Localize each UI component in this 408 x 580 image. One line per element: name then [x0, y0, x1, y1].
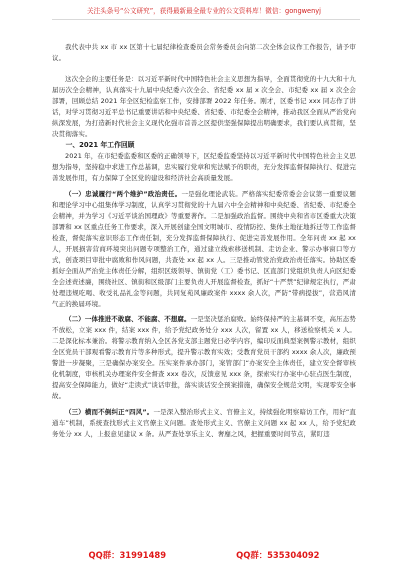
item-text: 一是坚决惩治腐败。始终保持严的主基调不变，高压态势不放松，立案 xxx 件，结案 xxx 件，给予党纪政务处分 xxx 人次，留置 xx 人，移送检察机关 x 人。二是深化标本兼治。将警示教育纳入全区各党支部主题党日必学内容，编印反面典型案例警示教材，组织全区党员干部观看警示教育片等多种形式，提升警示教育实效；受教育党员干部约 xxxx 余人次，廉政预警进一步凝聚，三是确保办案安全。压实案件承办部门，案管部门“办案安全主体责任，建立安全督审核化机制度，审核机关办理案件安全督查 xxx 卷次，反馈意见 xxx 条，探索实行办案中心驻点医生制度，提高安全保障能力，做好“走读式”谈话审批，落实谈话安全预案措施，确保安全规范文明，实现零安全事故。: [52, 315, 357, 401]
banner-notice: 关注头条号“公文研究”，获得最新最全最专业的公文资料库！微信：gongwenyj: [87, 7, 321, 15]
item-paragraph-3: [52, 407, 356, 440]
item-text: 一是强化理论武装。严格落实纪委常委会会议第一重要议题和理论学习中心组集体学习制度，认真学习贯彻党的十九届六中全会精神和中央纪委、省纪委、市纪委全会精神，并为学习《习近平谈治国理政》等重要著作。二是加强政治监督。围绕中央和省市区委重大决策部署和 xx 区重点任务工作要求，深入开展创建全国文明城市、疫情防控、集体土地征地拆迁等工作监督检查，督促落实意识形态工作责任制，充分发挥监督保障执行、促进完善发展作用。全年问责 xx 起 xx 人，开展损害营商环境突出问题专项整治工作，通过建立线索移送机制、走访企业、警示办事窗口等方式，创查项目审批中腐败和作风问题，共查处 xx 起 xx 人。三是推动管党治党政治责任落实。协助区委抓好全面从严治党主体责任分解，组织区级领导、镇街党（工）委书记、区直部门党组织负责人向区纪委全会述责述廉，围绕社区、镇街和区级部门主要负责人开展监督检查，抓好“十严禁”纪律规定执行，严肃处理违规吃喝、收受礼品礼金等问题，共同复苑风廉政案件 xxxx 余人次，严防“带病提拔”，营造风清气正的换届环境。: [52, 189, 356, 308]
item-lead: （三）横而不倒纠正“四风”。: [65, 408, 154, 417]
item-lead: （一）忠诚履行“两个维护”政治责任。: [65, 189, 182, 198]
section-heading: 一、2021 年工作回顾: [65, 141, 135, 150]
qq-group-2: QQ群：535304092: [236, 550, 320, 560]
qq-group-1: QQ群：31991489: [88, 550, 167, 560]
footer-contacts: [0, 549, 408, 561]
summary-paragraph: 2021 年，在市纪委监委和区委的正确领导下，区纪委监委坚持以习近平新时代中国特色社会主义思想为指导，坚持稳中求进工作总基调，忠实履行党章和宪法赋予的职责，充分发挥监督保障执行、促进完善发展作用，有力保障了全区党的建设和经济社会高质量发展。: [52, 152, 356, 183]
item-text: 一是深入整治形式主义、官僚主义，持续强化明察暗访工作，用好“直通车”机制，系统查找形式主义官僚主义问题。查处形式主义、官僚主义问题 xx 起 xx 人，给予党纪政务处分 xx 人，上报意见建议 x 条。从严查处享乐主义、奢靡之风，把握重要时间节点，紧盯违: [52, 408, 356, 438]
item-lead: （二）一体推进不敢腐、不能腐、不想腐。: [65, 315, 191, 324]
intro-paragraph-1: 我代表中共 xx 市 xx 区第十七届纪律检查委员会常务委员会向第二次全体会议作工作报告，请予审议。: [52, 43, 356, 62]
intro-paragraph-2: 这次全会的主要任务是：以习近平新时代中国特色社会主义思想为指导，全面贯彻党的十九大和十九届历次全会精神，认真落实十九届中央纪委六次全会、省纪委 xx 届 x 次全会、市纪委 xx 届 x 次全会部署，回顾总结 2021 年全区纪检监察工作，安排部署 2022 年任务。刚才，区委书记 xxx 同志作了讲话，对学习贯彻习近平总书记重要讲话和中央纪委、省纪委、市纪委全会精神，推动我区全面从严治党向纵深发展，为打造新时代社会主义现代化强市首善之区提供坚强保障提出明确要求，我们要认真贯彻，坚决贯彻落实。: [52, 75, 356, 139]
item-paragraph-2: [52, 314, 356, 402]
report-body: [52, 42, 356, 440]
item-paragraph-1: [52, 189, 356, 309]
banner-divider: [52, 19, 360, 20]
